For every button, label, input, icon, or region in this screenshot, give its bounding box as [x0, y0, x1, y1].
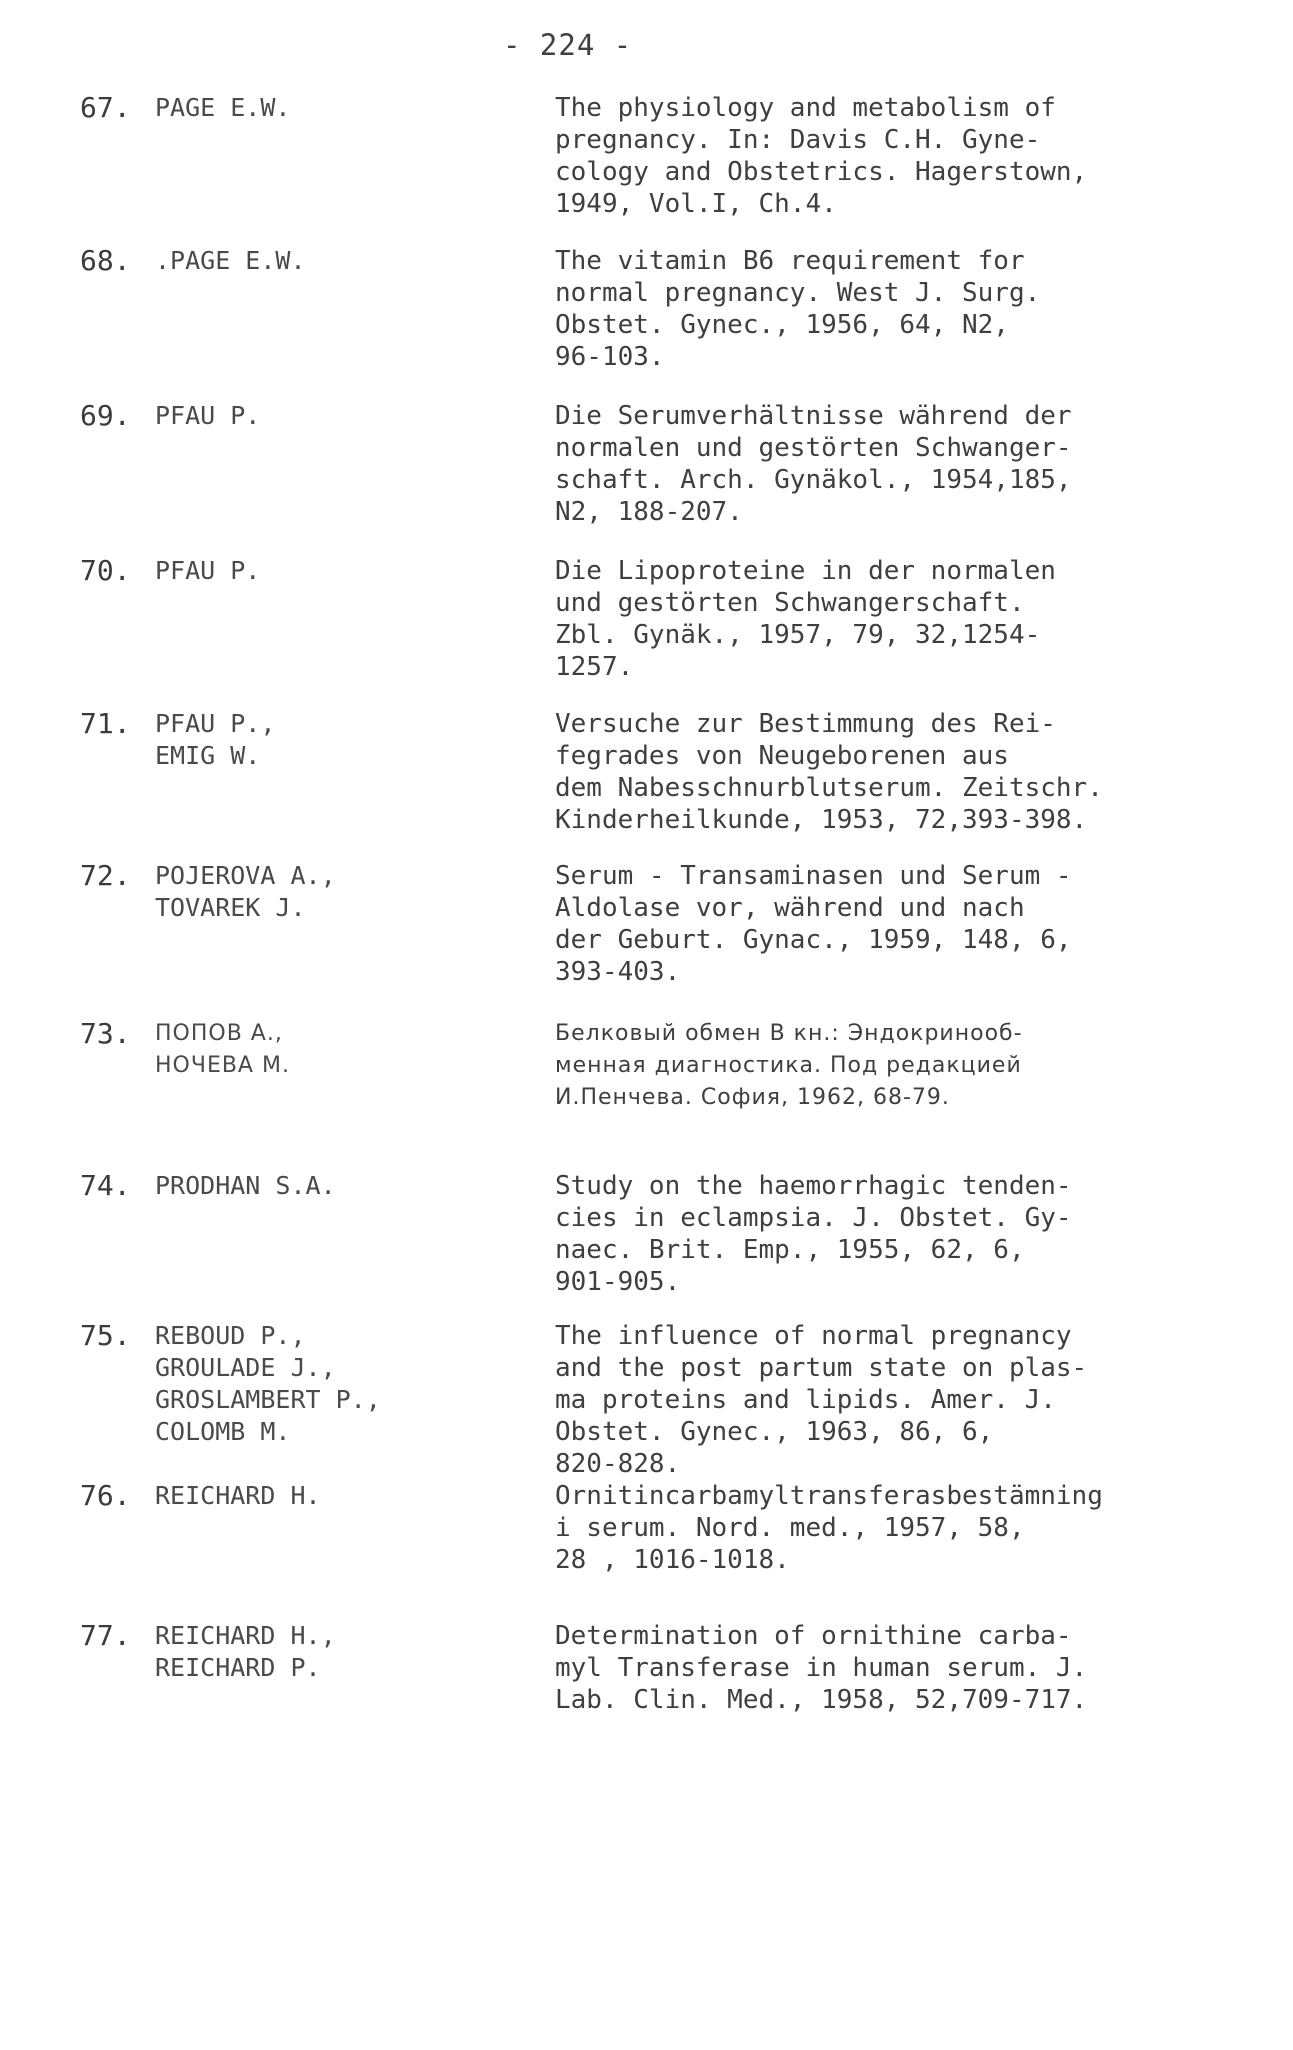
- citation-line: der Geburt. Gynac., 1959, 148, 6,: [555, 925, 1072, 955]
- reference-number: 74.: [80, 1169, 131, 1202]
- author-name: REICHARD H.,: [155, 1621, 336, 1650]
- reference-number: 72.: [80, 859, 131, 892]
- author-name: TOVAREK J.: [155, 893, 306, 922]
- citation-line: менная диагностика. Под редакцией: [555, 1053, 1022, 1078]
- reference-authors: [155, 555, 535, 587]
- reference-authors: [155, 1620, 535, 1684]
- reference-citation: [555, 400, 1225, 528]
- citation-line: cology and Obstetrics. Hagerstown,: [555, 157, 1088, 187]
- reference-authors: [155, 1320, 535, 1448]
- citation-line: 96-103.: [555, 342, 665, 372]
- reference-authors: [155, 1018, 535, 1082]
- reference-number: 76.: [80, 1479, 131, 1512]
- page-number: - 224 -: [503, 28, 633, 62]
- citation-line: The influence of normal pregnancy: [555, 1321, 1072, 1351]
- citation-line: normalen und gestörten Schwanger-: [555, 433, 1072, 463]
- reference-authors: [155, 708, 535, 772]
- author-name: POJEROVA A.,: [155, 861, 336, 890]
- author-name: COLOMB M.: [155, 1417, 291, 1446]
- reference-citation: [555, 708, 1225, 836]
- citation-line: Determination of ornithine carba-: [555, 1621, 1072, 1651]
- citation-line: 28 , 1016-1018.: [555, 1545, 790, 1575]
- citation-line: N2, 188-207.: [555, 497, 743, 527]
- reference-number: 75.: [80, 1319, 131, 1352]
- citation-line: Kinderheilkunde, 1953, 72,393-398.: [555, 805, 1088, 835]
- citation-line: 393-403.: [555, 957, 681, 987]
- citation-line: Obstet. Gynec., 1963, 86, 6,: [555, 1417, 994, 1447]
- citation-line: 901-905.: [555, 1267, 681, 1297]
- author-name: GROSLAMBERT P.,: [155, 1385, 381, 1414]
- reference-citation: [555, 860, 1225, 988]
- citation-line: normal pregnancy. West J. Surg.: [555, 278, 1041, 308]
- citation-line: dem Nabesschnurblutserum. Zeitschr.: [555, 773, 1103, 803]
- citation-line: Aldolase vor, während und nach: [555, 893, 1025, 923]
- author-name: REICHARD H.: [155, 1481, 321, 1510]
- reference-citation: [555, 555, 1225, 683]
- citation-line: Study on the haemorrhagic tenden-: [555, 1171, 1072, 1201]
- reference-citation: [555, 1170, 1225, 1298]
- citation-line: И.Пенчева. София, 1962, 68-79.: [555, 1085, 950, 1110]
- author-name: EMIG W.: [155, 741, 261, 770]
- citation-line: The physiology and metabolism of: [555, 93, 1056, 123]
- author-name: REBOUD P.,: [155, 1321, 306, 1350]
- citation-line: ma proteins and lipids. Amer. J.: [555, 1385, 1056, 1415]
- author-name: REICHARD P.: [155, 1653, 321, 1682]
- author-name: PRODHAN S.A.: [155, 1171, 336, 1200]
- author-name: ПОПОВ А.,: [155, 1021, 283, 1046]
- citation-line: Ornitincarbamyltransferasbestämning: [555, 1481, 1103, 1511]
- reference-authors: [155, 860, 535, 924]
- citation-line: 1257.: [555, 652, 634, 682]
- reference-authors: [155, 1480, 535, 1512]
- reference-number: 71.: [80, 707, 131, 740]
- reference-number: 68.: [80, 244, 131, 277]
- author-name: PAGE E.W.: [155, 93, 291, 122]
- citation-line: Versuche zur Bestimmung des Rei-: [555, 709, 1056, 739]
- citation-line: Lab. Clin. Med., 1958, 52,709-717.: [555, 1685, 1088, 1715]
- author-name: НОЧЕВА М.: [155, 1053, 290, 1078]
- reference-citation: [555, 1018, 1225, 1114]
- citation-line: schaft. Arch. Gynäkol., 1954,185,: [555, 465, 1072, 495]
- reference-citation: [555, 1320, 1225, 1480]
- reference-citation: [555, 1480, 1225, 1576]
- reference-number: 67.: [80, 91, 131, 124]
- author-name: .PAGE E.W.: [155, 246, 306, 275]
- reference-authors: [155, 400, 535, 432]
- citation-line: i serum. Nord. med., 1957, 58,: [555, 1513, 1025, 1543]
- citation-line: cies in eclampsia. J. Obstet. Gy-: [555, 1203, 1072, 1233]
- citation-line: Zbl. Gynäk., 1957, 79, 32,1254-: [555, 620, 1041, 650]
- reference-authors: [155, 92, 535, 124]
- citation-line: Белковый обмен В кн.: Эндокринооб-: [555, 1021, 1023, 1046]
- citation-line: fegrades von Neugeborenen aus: [555, 741, 1009, 771]
- reference-citation: [555, 1620, 1225, 1716]
- citation-line: und gestörten Schwangerschaft.: [555, 588, 1025, 618]
- reference-number: 77.: [80, 1619, 131, 1652]
- citation-line: and the post partum state on plas-: [555, 1353, 1088, 1383]
- reference-authors: [155, 1170, 535, 1202]
- author-name: PFAU P.,: [155, 709, 276, 738]
- citation-line: Serum - Transaminasen und Serum -: [555, 861, 1072, 891]
- citation-line: 1949, Vol.I, Ch.4.: [555, 189, 837, 219]
- reference-citation: [555, 245, 1225, 373]
- reference-citation: [555, 92, 1225, 220]
- citation-line: Obstet. Gynec., 1956, 64, N2,: [555, 310, 1009, 340]
- citation-line: pregnancy. In: Davis C.H. Gyne-: [555, 125, 1041, 155]
- author-name: PFAU P.: [155, 401, 261, 430]
- citation-line: myl Transferase in human serum. J.: [555, 1653, 1088, 1683]
- citation-line: Die Serumverhältnisse während der: [555, 401, 1072, 431]
- reference-number: 69.: [80, 399, 131, 432]
- reference-number: 73.: [80, 1017, 131, 1050]
- citation-line: naec. Brit. Emp., 1955, 62, 6,: [555, 1235, 1025, 1265]
- reference-number: 70.: [80, 554, 131, 587]
- citation-line: The vitamin B6 requirement for: [555, 246, 1025, 276]
- author-name: GROULADE J.,: [155, 1353, 336, 1382]
- citation-line: Die Lipoproteine in der normalen: [555, 556, 1056, 586]
- reference-authors: [155, 245, 535, 277]
- citation-line: 820-828.: [555, 1449, 681, 1479]
- author-name: PFAU P.: [155, 556, 261, 585]
